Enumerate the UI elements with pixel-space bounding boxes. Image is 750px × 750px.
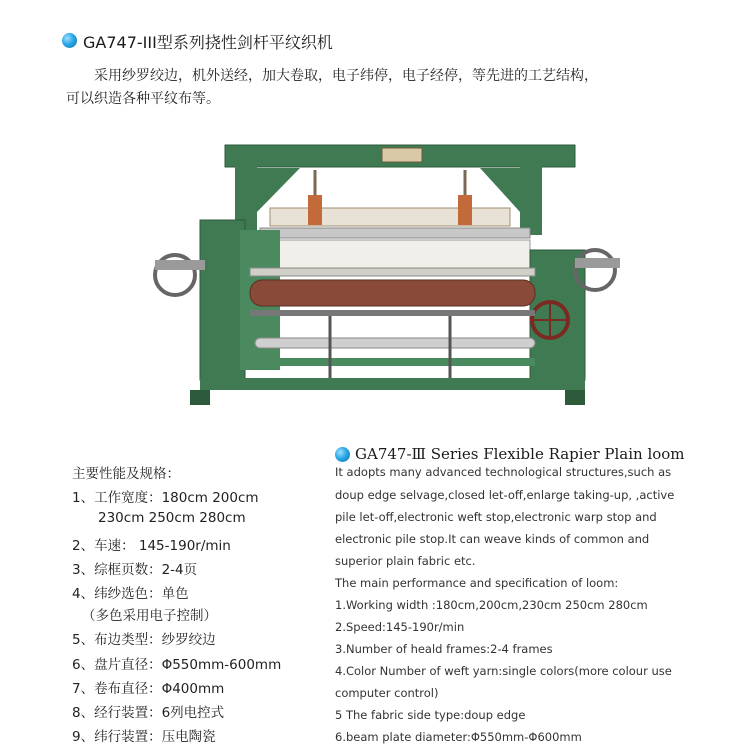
title-bullet-icon: [62, 33, 77, 48]
specs-cn-heading: 主要性能及规格：: [72, 466, 180, 482]
specs-en-line: computer control): [335, 686, 439, 700]
rapier-loom-photo-icon: [150, 140, 620, 410]
specs-cn-item: 3、综框页数：2-4页: [72, 562, 198, 578]
specs-en-line: electronic pile stop.It can weave kinds of common and: [335, 532, 650, 546]
specs-cn-item: 5、布边类型：纱罗绞边: [72, 632, 216, 648]
intro-text-line-2: 可以织造各种平纹布等。: [66, 91, 220, 107]
specs-en-line: 1.Working width :180cm,200cm,230cm 250cm 280cm: [335, 598, 648, 612]
specs-en-line: 2.Speed:145-190r/min: [335, 620, 465, 634]
specs-en-line: 4.Color Number of weft yarn:single colors(more colour use: [335, 664, 672, 678]
english-title-bullet-icon: [335, 447, 350, 462]
specs-cn-item: 8、经行装置：6列电控式: [72, 705, 225, 721]
specs-en-line: The main performance and specification of loom:: [335, 576, 619, 590]
specs-cn-item: 2、车速： 145-190r/min: [72, 538, 231, 554]
specs-cn-item: 9、纬行装置：压电陶瓷: [72, 729, 216, 745]
specs-en-line: 5 The fabric side type:doup edge: [335, 708, 526, 722]
specs-en-line: pile let-off,electronic weft stop,electronic warp stop and: [335, 510, 657, 524]
specs-cn-item: 7、卷布直径：Φ400mm: [72, 681, 225, 697]
page-title: GA747-III型系列挠性剑杆平纹织机: [83, 33, 333, 52]
specs-cn-item: 230cm 250cm 280cm: [98, 510, 246, 526]
specs-en-line: 3.Number of heald frames:2-4 frames: [335, 642, 553, 656]
specs-cn-item: 1、工作宽度：180cm 200cm: [72, 490, 259, 506]
english-title: GA747-Ⅲ Series Flexible Rapier Plain loom: [355, 445, 685, 463]
specs-cn-item: 4、纬纱选色：单色: [72, 586, 189, 602]
specs-en-line: superior plain fabric etc.: [335, 554, 476, 568]
specs-en-line: doup edge selvage,closed let-off,enlarge taking-up, ,active: [335, 488, 675, 502]
specs-cn-item: 6、盘片直径：Φ550mm-600mm: [72, 657, 282, 673]
intro-text-line-1: 采用纱罗绞边，机外送经，加大卷取，电子纬停，电子经停，等先进的工艺结构，: [94, 68, 598, 84]
specs-cn-item: （多色采用电子控制）: [82, 608, 217, 624]
specs-en-line: 6.beam plate diameter:Φ550mm-Φ600mm: [335, 730, 582, 744]
specs-en-line: It adopts many advanced technological structures,such as: [335, 465, 672, 479]
